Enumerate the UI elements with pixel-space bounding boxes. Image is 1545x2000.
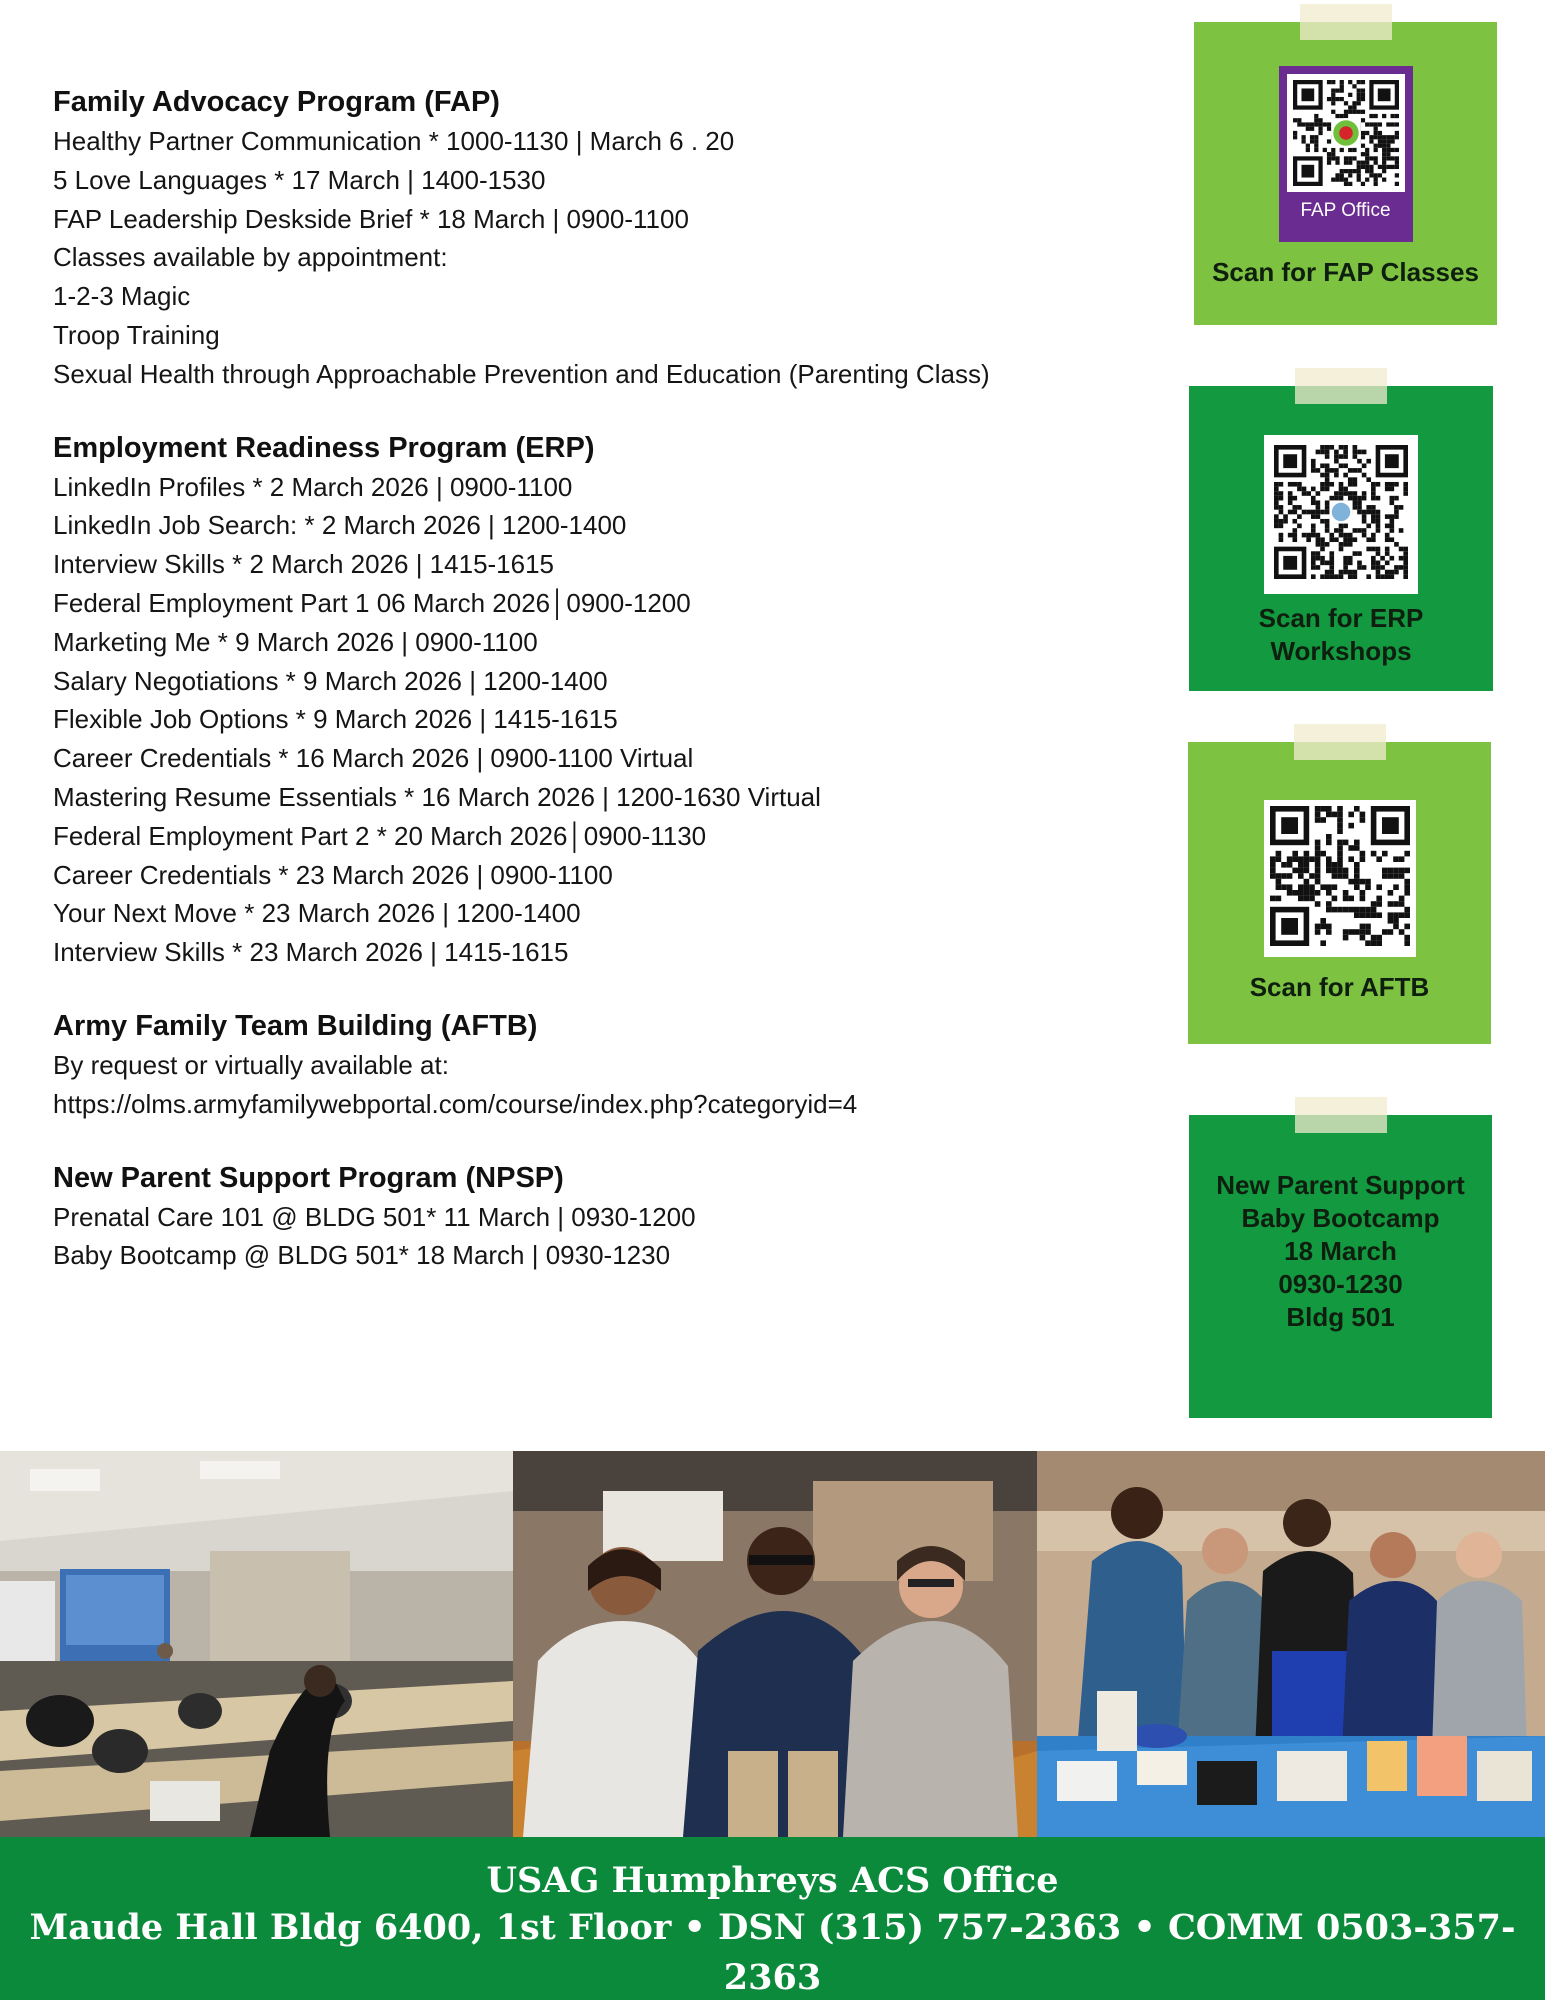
group-photo-three-people <box>513 1451 1037 1837</box>
erp-card-caption-line-1: Scan for ERP <box>1258 603 1424 633</box>
fap-qr-frame[interactable] <box>1279 66 1413 242</box>
aftb-qr-card <box>1188 742 1491 1044</box>
npsp-info-card <box>1189 1115 1492 1418</box>
list-item: Career Credentials * 23 March 2026 | 0900-1100 <box>53 859 613 890</box>
list-item: FAP Leadership Deskside Brief * 18 March | 0900-1100 <box>53 203 689 234</box>
erp-qr-card <box>1189 386 1493 691</box>
fap-office-label: FAP Office <box>1300 200 1391 221</box>
section-heading: Army Family Team Building (AFTB) <box>53 1009 538 1042</box>
list-item: Marketing Me * 9 March 2026 | 0900-1100 <box>53 626 538 657</box>
tape-decoration <box>1300 4 1392 40</box>
fap-qr-card <box>1194 22 1497 325</box>
list-item: Salary Negotiations * 9 March 2026 | 1200-1400 <box>53 665 608 696</box>
section-heading: New Parent Support Program (NPSP) <box>53 1161 564 1194</box>
list-item: Prenatal Care 101 @ BLDG 501* 11 March | 0930-1200 <box>53 1201 696 1232</box>
section-fap <box>53 82 1153 394</box>
erp-card-caption-line-2: Workshops <box>1270 636 1412 666</box>
section-aftb <box>53 1006 1153 1124</box>
footer-banner <box>0 1837 1545 2000</box>
aftb-url-link[interactable]: https://olms.armyfamilywebportal.com/course/index.php?categoryid=4 <box>53 1088 858 1119</box>
footer-office-name: USAG Humphreys ACS Office <box>486 1860 1059 1901</box>
section-heading: Employment Readiness Program (ERP) <box>53 431 595 464</box>
qr-code-icon[interactable] <box>1264 800 1416 957</box>
qr-code-icon[interactable] <box>1264 435 1418 594</box>
program-listings <box>53 82 1153 1309</box>
tape-decoration <box>1295 368 1387 404</box>
classroom-photo <box>0 1451 513 1837</box>
list-item: By request or virtually available at: <box>53 1049 449 1080</box>
list-item: Mastering Resume Essentials * 16 March 2026 | 1200-1630 Virtual <box>53 781 821 812</box>
npsp-card-line: Bldg 501 <box>1286 1302 1395 1332</box>
list-item: 1-2-3 Magic <box>53 281 191 312</box>
section-heading: Family Advocacy Program (FAP) <box>53 86 500 118</box>
list-item: 5 Love Languages * 17 March | 1400-1530 <box>53 164 546 195</box>
list-item: Healthy Partner Communication * 1000-1130 | March 6 . 20 <box>53 126 735 156</box>
list-item: LinkedIn Profiles * 2 March 2026 | 0900-1100 <box>53 471 573 502</box>
npsp-card-line: 0930-1230 <box>1278 1269 1403 1299</box>
npsp-card-line: 18 March <box>1284 1236 1397 1266</box>
list-item: Federal Employment Part 2 * 20 March 2026│0900-1130 <box>53 820 707 851</box>
footer-contact-info: Maude Hall Bldg 6400, 1st Floor • DSN (315) 757-2363 • COMM 0503-357-2363 <box>29 1907 1516 1998</box>
list-item: Sexual Health through Approachable Prevention and Education (Parenting Class) <box>53 358 990 389</box>
section-erp <box>53 428 1153 972</box>
qr-code-icon <box>1287 74 1405 192</box>
npsp-card-line: Baby Bootcamp <box>1241 1203 1440 1233</box>
npsp-card-line: New Parent Support <box>1216 1170 1465 1200</box>
section-npsp <box>53 1158 1153 1276</box>
photo-strip <box>0 1451 1545 1837</box>
list-item: Classes available by appointment: <box>53 242 448 273</box>
group-photo-booth <box>1037 1451 1545 1837</box>
list-item: Interview Skills * 23 March 2026 | 1415-1615 <box>53 937 569 968</box>
aftb-card-caption: Scan for AFTB <box>1249 972 1430 1002</box>
list-item: Flexible Job Options * 9 March 2026 | 1415-1615 <box>53 704 618 735</box>
fap-card-caption: Scan for FAP Classes <box>1212 257 1479 287</box>
list-item: Troop Training <box>53 319 220 350</box>
list-item: Your Next Move * 23 March 2026 | 1200-1400 <box>53 898 581 929</box>
list-item: Federal Employment Part 1 06 March 2026│0900-1200 <box>53 587 691 618</box>
list-item: Career Credentials * 16 March 2026 | 0900-1100 Virtual <box>53 743 694 774</box>
tape-decoration <box>1295 1097 1387 1133</box>
list-item: Interview Skills * 2 March 2026 | 1415-1615 <box>53 549 555 580</box>
list-item: LinkedIn Job Search: * 2 March 2026 | 1200-1400 <box>53 510 627 541</box>
tape-decoration <box>1294 724 1386 760</box>
list-item: Baby Bootcamp @ BLDG 501* 18 March | 0930-1230 <box>53 1240 671 1271</box>
